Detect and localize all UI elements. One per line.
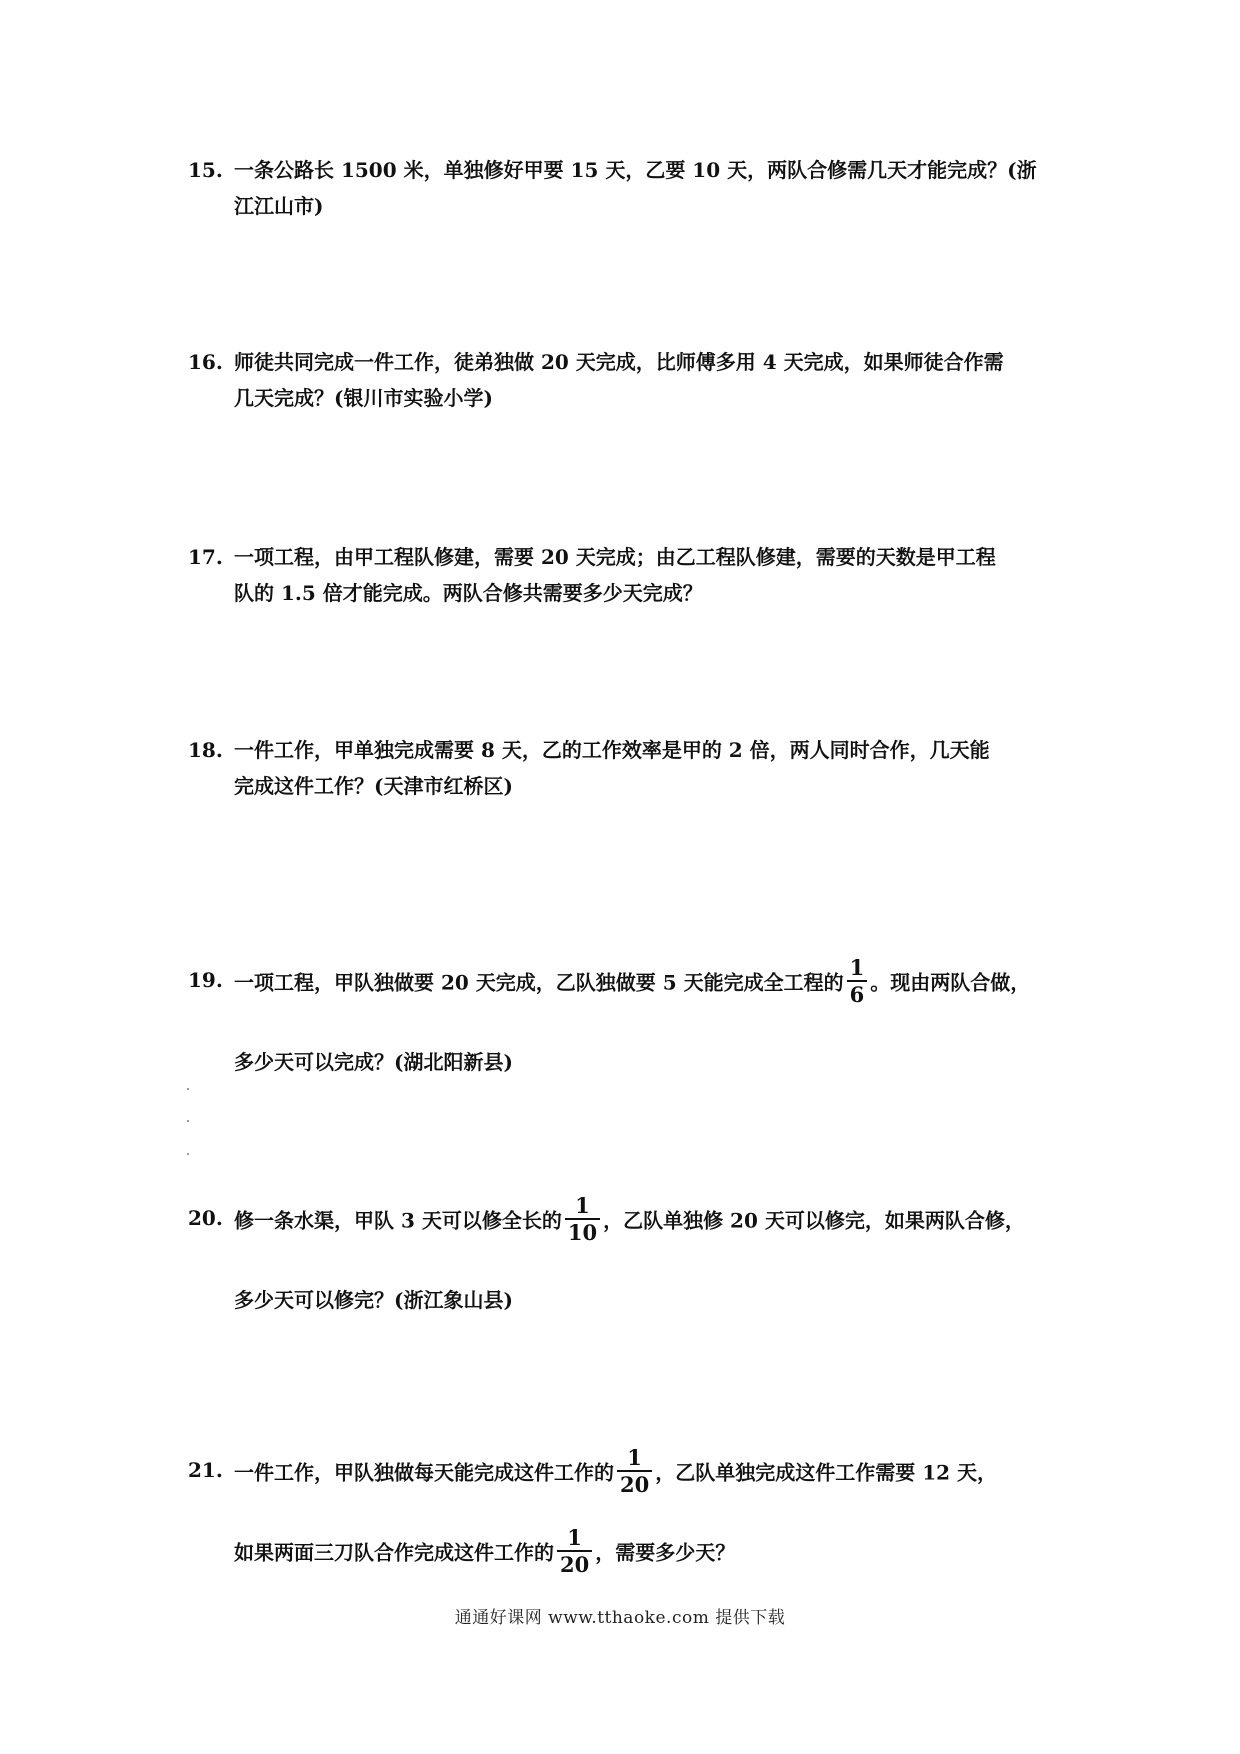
fraction bbox=[557, 1525, 592, 1577]
problem-15 bbox=[188, 152, 1068, 224]
fraction-numerator: 1 bbox=[557, 1525, 592, 1552]
problem-text bbox=[234, 955, 1068, 1080]
problem-line-1 bbox=[234, 955, 1068, 1010]
fraction-numerator: 1 bbox=[565, 1193, 600, 1220]
problem-21 bbox=[188, 1445, 1068, 1580]
problem-text-segment: 一件工作，甲队独做每天能完成这件工作的 bbox=[234, 1460, 614, 1485]
problem-19 bbox=[188, 955, 1068, 1080]
problem-20 bbox=[188, 1193, 1068, 1318]
problem-text bbox=[234, 732, 1068, 804]
fraction-denominator: 10 bbox=[567, 1220, 598, 1245]
problem-line-2: 多少天可以修完？(浙江象山县) bbox=[234, 1288, 513, 1312]
problem-number: 19. bbox=[188, 968, 223, 992]
fraction-denominator: 20 bbox=[560, 1552, 590, 1577]
scan-speck bbox=[187, 1120, 189, 1122]
problem-number: 21. bbox=[188, 1458, 223, 1482]
problem-number: 15. bbox=[188, 158, 223, 182]
problem-line-1 bbox=[234, 1445, 1068, 1500]
scan-speck bbox=[187, 1153, 189, 1155]
problem-line-1: 一件工作，甲单独完成需要 8 天，乙的工作效率是甲的 2 倍，两人同时合作，几天能 bbox=[234, 738, 990, 762]
problem-line-2: 几天完成？(银川市实验小学) bbox=[234, 386, 493, 410]
problem-text bbox=[234, 152, 1068, 224]
fraction-denominator: 20 bbox=[620, 1472, 650, 1497]
problem-text-segment: 一项工程，甲队独做要 20 天完成，乙队独做要 5 天能完成全工程的 bbox=[234, 970, 844, 995]
problem-number: 16. bbox=[188, 350, 223, 374]
problem-text bbox=[234, 1445, 1068, 1580]
problem-text bbox=[234, 1193, 1068, 1318]
problem-text-segment: ，乙队单独完成这件工作需要 12 天， bbox=[655, 1460, 997, 1485]
problem-18 bbox=[188, 732, 1068, 804]
problem-text-segment: 。现由两队合做， bbox=[870, 970, 1031, 995]
problem-number: 18. bbox=[188, 738, 223, 762]
page-footer: 通通好课网 www.tthaoke.com 提供下载 bbox=[454, 1608, 786, 1628]
problem-line-2 bbox=[234, 1525, 1068, 1580]
fraction bbox=[565, 1193, 600, 1245]
problem-line-2: 完成这件工作？(天津市红桥区) bbox=[234, 774, 513, 798]
fraction-denominator: 6 bbox=[849, 982, 865, 1007]
problem-text-segment: ，乙队单独修 20 天可以修完，如果两队合修， bbox=[603, 1208, 1025, 1233]
problem-text bbox=[234, 344, 1068, 416]
fraction bbox=[617, 1445, 652, 1497]
problem-text-segment: 修一条水渠，甲队 3 天可以修全长的 bbox=[234, 1208, 562, 1233]
problem-line-2: 多少天可以完成？(湖北阳新县) bbox=[234, 1050, 513, 1074]
fraction-numerator: 1 bbox=[847, 955, 868, 982]
fraction bbox=[847, 955, 868, 1007]
problem-line-2: 队的 1.5 倍才能完成。两队合修共需要多少天完成？ bbox=[234, 581, 703, 605]
problem-text-segment: ，需要多少天？ bbox=[595, 1540, 736, 1565]
fraction-numerator: 1 bbox=[617, 1445, 652, 1472]
problem-line-2: 江江山市) bbox=[234, 194, 324, 218]
problem-line-1 bbox=[234, 1193, 1068, 1248]
problem-text-segment: 如果两面三刀队合作完成这件工作的 bbox=[234, 1540, 554, 1565]
problem-line-1: 一项工程，由甲工程队修建，需要 20 天完成；由乙工程队修建，需要的天数是甲工程 bbox=[234, 545, 996, 569]
problem-number: 20. bbox=[188, 1206, 223, 1230]
problem-16 bbox=[188, 344, 1068, 416]
problem-text bbox=[234, 539, 1068, 611]
problem-number: 17. bbox=[188, 545, 223, 569]
problem-17 bbox=[188, 539, 1068, 611]
problem-line-1: 一条公路长 1500 米，单独修好甲要 15 天，乙要 10 天，两队合修需几天才能完成？(浙 bbox=[234, 158, 1037, 182]
problem-line-1: 师徒共同完成一件工作，徒弟独做 20 天完成，比师傅多用 4 天完成，如果师徒合作需 bbox=[234, 350, 1004, 374]
scan-speck bbox=[187, 1088, 189, 1090]
